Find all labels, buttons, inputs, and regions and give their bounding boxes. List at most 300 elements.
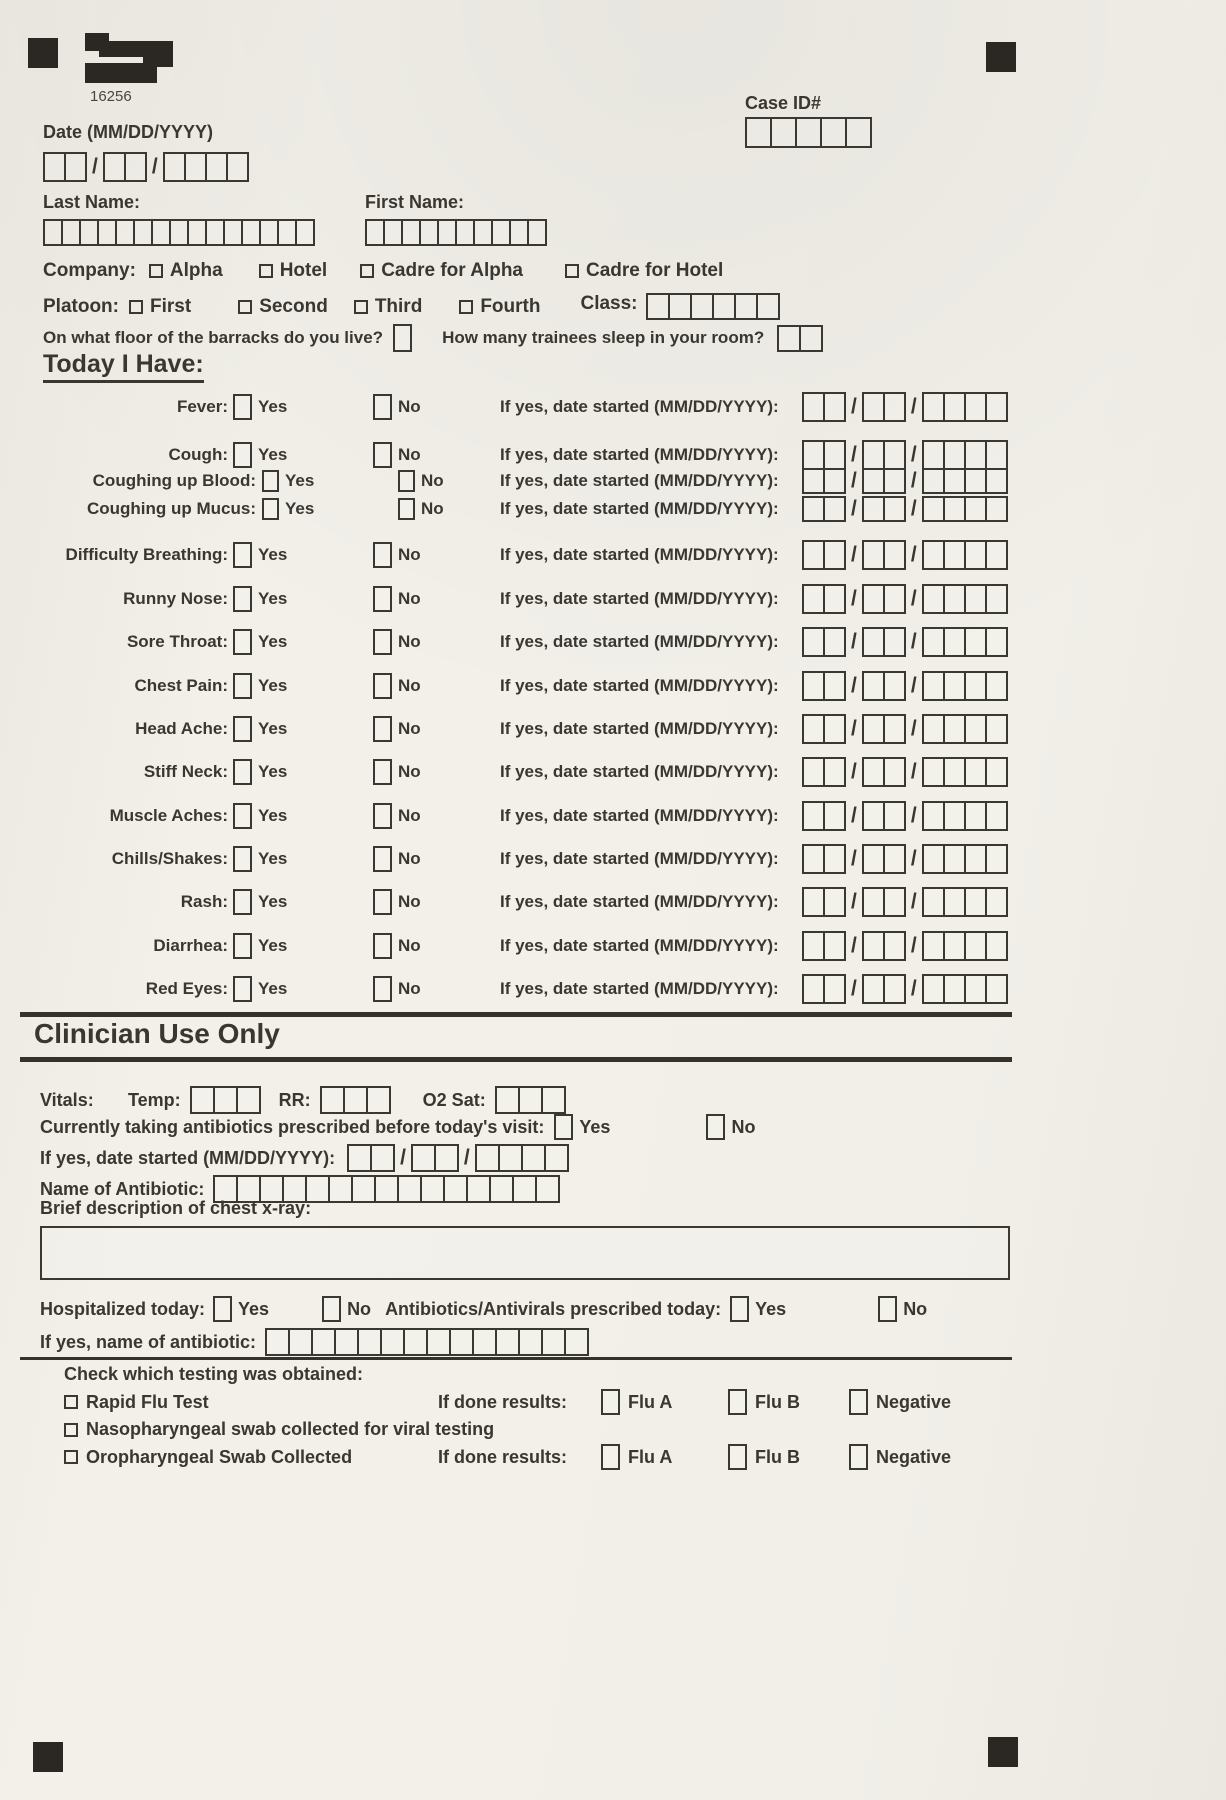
date-boxes[interactable] bbox=[43, 152, 249, 182]
no-checkbox[interactable] bbox=[373, 586, 392, 612]
yes-checkbox[interactable] bbox=[233, 394, 252, 420]
write-box[interactable] bbox=[883, 584, 906, 614]
write-box[interactable] bbox=[799, 325, 823, 352]
write-box[interactable] bbox=[964, 468, 987, 494]
day-boxes[interactable] bbox=[862, 671, 906, 701]
no-checkbox[interactable] bbox=[373, 542, 392, 568]
write-box[interactable] bbox=[862, 468, 885, 494]
write-box[interactable] bbox=[802, 392, 825, 422]
write-box[interactable] bbox=[862, 440, 885, 470]
no-option[interactable] bbox=[373, 976, 500, 1002]
write-box[interactable] bbox=[690, 293, 714, 320]
yes-checkbox[interactable] bbox=[233, 759, 252, 785]
write-box[interactable] bbox=[205, 152, 228, 182]
month-boxes[interactable] bbox=[43, 152, 87, 182]
date-boxes[interactable] bbox=[802, 584, 1008, 614]
yes-option[interactable] bbox=[230, 803, 373, 829]
month-boxes[interactable] bbox=[802, 671, 846, 701]
write-box[interactable] bbox=[311, 1328, 336, 1356]
write-box[interactable] bbox=[823, 584, 846, 614]
write-box[interactable] bbox=[802, 757, 825, 787]
write-box[interactable] bbox=[964, 801, 987, 831]
write-box[interactable] bbox=[985, 540, 1008, 570]
write-box[interactable] bbox=[964, 671, 987, 701]
write-box[interactable] bbox=[862, 540, 885, 570]
write-box[interactable] bbox=[883, 392, 906, 422]
write-box[interactable] bbox=[489, 1175, 514, 1203]
write-box[interactable] bbox=[985, 584, 1008, 614]
write-box[interactable] bbox=[985, 440, 1008, 470]
month-boxes[interactable] bbox=[802, 440, 846, 470]
write-box[interactable] bbox=[985, 671, 1008, 701]
day-boxes[interactable] bbox=[862, 887, 906, 917]
class-boxes[interactable] bbox=[646, 293, 780, 320]
write-box[interactable] bbox=[823, 671, 846, 701]
write-box[interactable] bbox=[288, 1328, 313, 1356]
yes-checkbox[interactable] bbox=[233, 889, 252, 915]
write-box[interactable] bbox=[61, 219, 81, 246]
year-boxes[interactable] bbox=[922, 627, 1008, 657]
year-boxes[interactable] bbox=[922, 540, 1008, 570]
yes-checkbox[interactable] bbox=[262, 470, 279, 492]
day-boxes[interactable] bbox=[862, 757, 906, 787]
result-flu-b[interactable] bbox=[728, 1444, 849, 1470]
day-boxes[interactable] bbox=[862, 584, 906, 614]
no-checkbox[interactable] bbox=[398, 498, 415, 520]
last-name-boxes[interactable] bbox=[43, 219, 315, 246]
platoon-option-first[interactable] bbox=[129, 296, 191, 318]
no-checkbox[interactable] bbox=[373, 933, 392, 959]
month-boxes[interactable] bbox=[802, 801, 846, 831]
write-box[interactable] bbox=[943, 757, 966, 787]
date-boxes[interactable] bbox=[802, 844, 1008, 874]
write-box[interactable] bbox=[964, 440, 987, 470]
yes-option[interactable] bbox=[230, 542, 373, 568]
write-box[interactable] bbox=[512, 1175, 537, 1203]
year-boxes[interactable] bbox=[922, 584, 1008, 614]
write-box[interactable] bbox=[964, 584, 987, 614]
antibiotics-yes-checkbox[interactable] bbox=[554, 1114, 573, 1140]
yes-option[interactable] bbox=[230, 933, 373, 959]
write-box[interactable] bbox=[883, 468, 906, 494]
write-box[interactable] bbox=[541, 1086, 566, 1114]
write-box[interactable] bbox=[521, 1144, 546, 1172]
month-boxes[interactable] bbox=[802, 931, 846, 961]
write-box[interactable] bbox=[823, 468, 846, 494]
write-box[interactable] bbox=[823, 714, 846, 744]
company-option-alpha[interactable] bbox=[149, 260, 223, 282]
write-box[interactable] bbox=[535, 1175, 560, 1203]
rr-boxes[interactable] bbox=[320, 1086, 391, 1114]
write-box[interactable] bbox=[823, 844, 846, 874]
year-boxes[interactable] bbox=[922, 974, 1008, 1004]
write-box[interactable] bbox=[97, 219, 117, 246]
month-boxes[interactable] bbox=[802, 584, 846, 614]
write-box[interactable] bbox=[205, 219, 225, 246]
month-boxes[interactable] bbox=[802, 540, 846, 570]
write-box[interactable] bbox=[943, 584, 966, 614]
write-box[interactable] bbox=[383, 219, 403, 246]
write-box[interactable] bbox=[964, 844, 987, 874]
write-box[interactable] bbox=[985, 887, 1008, 917]
write-box[interactable] bbox=[964, 757, 987, 787]
prescribed-no-checkbox[interactable] bbox=[878, 1296, 897, 1322]
write-box[interactable] bbox=[943, 468, 966, 494]
write-box[interactable] bbox=[133, 219, 153, 246]
write-box[interactable] bbox=[823, 931, 846, 961]
hospitalized-yes-checkbox[interactable] bbox=[213, 1296, 232, 1322]
write-box[interactable] bbox=[347, 1144, 372, 1172]
write-box[interactable] bbox=[943, 440, 966, 470]
checkbox[interactable] bbox=[354, 300, 368, 314]
result-flu-a[interactable] bbox=[601, 1444, 728, 1470]
write-box[interactable] bbox=[802, 627, 825, 657]
date-boxes[interactable] bbox=[802, 887, 1008, 917]
yes-option[interactable] bbox=[230, 846, 373, 872]
write-box[interactable] bbox=[795, 117, 822, 148]
yes-option[interactable] bbox=[230, 889, 373, 915]
write-box[interactable] bbox=[922, 496, 945, 522]
write-box[interactable] bbox=[802, 801, 825, 831]
write-box[interactable] bbox=[922, 931, 945, 961]
write-box[interactable] bbox=[223, 219, 243, 246]
company-option-cadre-hotel[interactable] bbox=[565, 260, 723, 282]
rapid-flu-checkbox[interactable] bbox=[64, 1395, 78, 1409]
write-box[interactable] bbox=[527, 219, 547, 246]
checkbox[interactable] bbox=[238, 300, 252, 314]
checkbox[interactable] bbox=[459, 300, 473, 314]
day-boxes[interactable] bbox=[862, 801, 906, 831]
result-flu-b[interactable] bbox=[728, 1389, 849, 1415]
no-checkbox[interactable] bbox=[373, 889, 392, 915]
write-box[interactable] bbox=[964, 392, 987, 422]
yes-checkbox[interactable] bbox=[233, 586, 252, 612]
write-box[interactable] bbox=[495, 1086, 520, 1114]
negative-checkbox[interactable] bbox=[849, 1389, 868, 1415]
write-box[interactable] bbox=[943, 671, 966, 701]
write-box[interactable] bbox=[163, 152, 186, 182]
write-box[interactable] bbox=[712, 293, 736, 320]
day-boxes[interactable] bbox=[862, 974, 906, 1004]
write-box[interactable] bbox=[259, 219, 279, 246]
write-box[interactable] bbox=[823, 496, 846, 522]
write-box[interactable] bbox=[320, 1086, 345, 1114]
write-box[interactable] bbox=[518, 1328, 543, 1356]
no-option[interactable] bbox=[373, 889, 500, 915]
yes-option[interactable] bbox=[230, 673, 373, 699]
write-box[interactable] bbox=[802, 496, 825, 522]
yes-checkbox[interactable] bbox=[233, 542, 252, 568]
platoon-option-fourth[interactable] bbox=[459, 296, 540, 318]
day-boxes[interactable] bbox=[862, 844, 906, 874]
write-box[interactable] bbox=[883, 887, 906, 917]
year-boxes[interactable] bbox=[922, 496, 1008, 522]
write-box[interactable] bbox=[883, 931, 906, 961]
no-option[interactable] bbox=[398, 470, 500, 492]
write-box[interactable] bbox=[985, 931, 1008, 961]
yes-option[interactable] bbox=[258, 470, 398, 492]
write-box[interactable] bbox=[365, 219, 385, 246]
write-box[interactable] bbox=[473, 219, 493, 246]
write-box[interactable] bbox=[328, 1175, 353, 1203]
write-box[interactable] bbox=[964, 714, 987, 744]
year-boxes[interactable] bbox=[922, 392, 1008, 422]
write-box[interactable] bbox=[802, 584, 825, 614]
month-boxes[interactable] bbox=[802, 844, 846, 874]
write-box[interactable] bbox=[922, 714, 945, 744]
write-box[interactable] bbox=[985, 627, 1008, 657]
write-box[interactable] bbox=[862, 584, 885, 614]
day-boxes[interactable] bbox=[411, 1144, 459, 1172]
write-box[interactable] bbox=[964, 540, 987, 570]
year-boxes[interactable] bbox=[475, 1144, 569, 1172]
xray-description-box[interactable] bbox=[40, 1226, 1010, 1280]
write-box[interactable] bbox=[922, 844, 945, 874]
write-box[interactable] bbox=[964, 496, 987, 522]
write-box[interactable] bbox=[943, 714, 966, 744]
write-box[interactable] bbox=[103, 152, 126, 182]
day-boxes[interactable] bbox=[862, 496, 906, 522]
write-box[interactable] bbox=[802, 440, 825, 470]
write-box[interactable] bbox=[883, 627, 906, 657]
yes-option[interactable] bbox=[230, 976, 373, 1002]
write-box[interactable] bbox=[366, 1086, 391, 1114]
write-box[interactable] bbox=[943, 627, 966, 657]
date-boxes[interactable] bbox=[802, 801, 1008, 831]
write-box[interactable] bbox=[509, 219, 529, 246]
yes-checkbox[interactable] bbox=[233, 716, 252, 742]
write-box[interactable] bbox=[985, 496, 1008, 522]
write-box[interactable] bbox=[922, 440, 945, 470]
day-boxes[interactable] bbox=[862, 714, 906, 744]
yes-option[interactable] bbox=[230, 759, 373, 785]
write-box[interactable] bbox=[403, 1328, 428, 1356]
write-box[interactable] bbox=[802, 844, 825, 874]
write-box[interactable] bbox=[115, 219, 135, 246]
write-box[interactable] bbox=[883, 671, 906, 701]
checkbox[interactable] bbox=[129, 300, 143, 314]
year-boxes[interactable] bbox=[922, 931, 1008, 961]
month-boxes[interactable] bbox=[802, 714, 846, 744]
write-box[interactable] bbox=[668, 293, 692, 320]
date-boxes[interactable] bbox=[802, 496, 1008, 522]
year-boxes[interactable] bbox=[163, 152, 249, 182]
write-box[interactable] bbox=[883, 974, 906, 1004]
write-box[interactable] bbox=[862, 627, 885, 657]
write-box[interactable] bbox=[862, 974, 885, 1004]
write-box[interactable] bbox=[964, 887, 987, 917]
write-box[interactable] bbox=[823, 757, 846, 787]
yes-option[interactable] bbox=[230, 629, 373, 655]
write-box[interactable] bbox=[964, 974, 987, 1004]
write-box[interactable] bbox=[498, 1144, 523, 1172]
write-box[interactable] bbox=[401, 219, 421, 246]
company-option-hotel[interactable] bbox=[259, 260, 328, 282]
write-box[interactable] bbox=[449, 1328, 474, 1356]
write-box[interactable] bbox=[943, 931, 966, 961]
write-box[interactable] bbox=[426, 1328, 451, 1356]
roommates-boxes[interactable] bbox=[777, 325, 823, 352]
write-box[interactable] bbox=[883, 540, 906, 570]
yes-checkbox[interactable] bbox=[233, 629, 252, 655]
write-box[interactable] bbox=[420, 1175, 445, 1203]
no-option[interactable] bbox=[373, 629, 500, 655]
write-box[interactable] bbox=[334, 1328, 359, 1356]
write-box[interactable] bbox=[265, 1328, 290, 1356]
write-box[interactable] bbox=[437, 219, 457, 246]
antibiotics-no-checkbox[interactable] bbox=[706, 1114, 725, 1140]
checkbox[interactable] bbox=[259, 264, 273, 278]
checkbox[interactable] bbox=[565, 264, 579, 278]
write-box[interactable] bbox=[411, 1144, 436, 1172]
write-box[interactable] bbox=[213, 1086, 238, 1114]
write-box[interactable] bbox=[43, 219, 63, 246]
result-negative[interactable] bbox=[849, 1389, 951, 1415]
write-box[interactable] bbox=[922, 584, 945, 614]
write-box[interactable] bbox=[922, 540, 945, 570]
write-box[interactable] bbox=[985, 392, 1008, 422]
if-yes-antibiotic-boxes[interactable] bbox=[265, 1328, 589, 1356]
write-box[interactable] bbox=[184, 152, 207, 182]
negative-checkbox[interactable] bbox=[849, 1444, 868, 1470]
write-box[interactable] bbox=[862, 801, 885, 831]
day-boxes[interactable] bbox=[862, 440, 906, 470]
write-box[interactable] bbox=[495, 1328, 520, 1356]
date-boxes[interactable] bbox=[802, 468, 1008, 494]
write-box[interactable] bbox=[922, 974, 945, 1004]
write-box[interactable] bbox=[455, 219, 475, 246]
write-box[interactable] bbox=[862, 392, 885, 422]
write-box[interactable] bbox=[922, 757, 945, 787]
write-box[interactable] bbox=[79, 219, 99, 246]
yes-option[interactable] bbox=[230, 716, 373, 742]
prescribed-yes-checkbox[interactable] bbox=[730, 1296, 749, 1322]
no-option[interactable] bbox=[373, 716, 500, 742]
flu-b-checkbox[interactable] bbox=[728, 1444, 747, 1470]
write-box[interactable] bbox=[802, 974, 825, 1004]
date-boxes[interactable] bbox=[802, 671, 1008, 701]
write-box[interactable] bbox=[777, 325, 801, 352]
write-box[interactable] bbox=[985, 714, 1008, 744]
write-box[interactable] bbox=[985, 801, 1008, 831]
year-boxes[interactable] bbox=[922, 844, 1008, 874]
no-checkbox[interactable] bbox=[373, 673, 392, 699]
write-box[interactable] bbox=[370, 1144, 395, 1172]
write-box[interactable] bbox=[187, 219, 207, 246]
write-box[interactable] bbox=[43, 152, 66, 182]
yes-checkbox[interactable] bbox=[233, 673, 252, 699]
nasopharyngeal-checkbox[interactable] bbox=[64, 1423, 78, 1437]
write-box[interactable] bbox=[862, 496, 885, 522]
write-box[interactable] bbox=[236, 1086, 261, 1114]
no-checkbox[interactable] bbox=[373, 759, 392, 785]
write-box[interactable] bbox=[943, 801, 966, 831]
write-box[interactable] bbox=[443, 1175, 468, 1203]
write-box[interactable] bbox=[862, 931, 885, 961]
no-checkbox[interactable] bbox=[373, 394, 392, 420]
yes-checkbox[interactable] bbox=[233, 803, 252, 829]
write-box[interactable] bbox=[802, 468, 825, 494]
write-box[interactable] bbox=[862, 757, 885, 787]
write-box[interactable] bbox=[922, 887, 945, 917]
year-boxes[interactable] bbox=[922, 801, 1008, 831]
write-box[interactable] bbox=[922, 627, 945, 657]
write-box[interactable] bbox=[351, 1175, 376, 1203]
day-boxes[interactable] bbox=[862, 931, 906, 961]
write-box[interactable] bbox=[922, 468, 945, 494]
date-boxes[interactable] bbox=[802, 540, 1008, 570]
write-box[interactable] bbox=[943, 974, 966, 1004]
no-option[interactable] bbox=[373, 846, 500, 872]
month-boxes[interactable] bbox=[802, 974, 846, 1004]
write-box[interactable] bbox=[472, 1328, 497, 1356]
oropharyngeal-checkbox[interactable] bbox=[64, 1450, 78, 1464]
yes-option[interactable] bbox=[230, 586, 373, 612]
no-option[interactable] bbox=[373, 673, 500, 699]
write-box[interactable] bbox=[862, 887, 885, 917]
write-box[interactable] bbox=[823, 974, 846, 1004]
write-box[interactable] bbox=[823, 627, 846, 657]
year-boxes[interactable] bbox=[922, 714, 1008, 744]
date-boxes[interactable] bbox=[802, 627, 1008, 657]
write-box[interactable] bbox=[374, 1175, 399, 1203]
write-box[interactable] bbox=[802, 540, 825, 570]
case-id-boxes[interactable] bbox=[745, 117, 872, 148]
yes-option[interactable] bbox=[258, 498, 398, 520]
write-box[interactable] bbox=[862, 844, 885, 874]
day-boxes[interactable] bbox=[862, 468, 906, 494]
no-checkbox[interactable] bbox=[373, 846, 392, 872]
write-box[interactable] bbox=[862, 714, 885, 744]
write-box[interactable] bbox=[943, 496, 966, 522]
write-box[interactable] bbox=[802, 671, 825, 701]
no-checkbox[interactable] bbox=[373, 976, 392, 1002]
write-box[interactable] bbox=[862, 671, 885, 701]
first-name-boxes[interactable] bbox=[365, 219, 547, 246]
write-box[interactable] bbox=[151, 219, 171, 246]
year-boxes[interactable] bbox=[922, 468, 1008, 494]
year-boxes[interactable] bbox=[922, 757, 1008, 787]
write-box[interactable] bbox=[64, 152, 87, 182]
write-box[interactable] bbox=[883, 757, 906, 787]
write-box[interactable] bbox=[357, 1328, 382, 1356]
year-boxes[interactable] bbox=[922, 440, 1008, 470]
no-option[interactable] bbox=[373, 394, 500, 420]
write-box[interactable] bbox=[823, 540, 846, 570]
write-box[interactable] bbox=[124, 152, 147, 182]
date-boxes[interactable] bbox=[802, 931, 1008, 961]
write-box[interactable] bbox=[943, 392, 966, 422]
yes-checkbox[interactable] bbox=[233, 933, 252, 959]
write-box[interactable] bbox=[883, 714, 906, 744]
no-checkbox[interactable] bbox=[373, 803, 392, 829]
write-box[interactable] bbox=[964, 931, 987, 961]
yes-checkbox[interactable] bbox=[262, 498, 279, 520]
write-box[interactable] bbox=[734, 293, 758, 320]
flu-a-checkbox[interactable] bbox=[601, 1444, 620, 1470]
write-box[interactable] bbox=[943, 887, 966, 917]
yes-option[interactable] bbox=[230, 442, 373, 468]
day-boxes[interactable] bbox=[862, 627, 906, 657]
no-option[interactable] bbox=[398, 498, 500, 520]
write-box[interactable] bbox=[226, 152, 249, 182]
year-boxes[interactable] bbox=[922, 671, 1008, 701]
write-box[interactable] bbox=[823, 392, 846, 422]
write-box[interactable] bbox=[943, 844, 966, 874]
write-box[interactable] bbox=[745, 117, 772, 148]
write-box[interactable] bbox=[518, 1086, 543, 1114]
o2-sat-boxes[interactable] bbox=[495, 1086, 566, 1114]
